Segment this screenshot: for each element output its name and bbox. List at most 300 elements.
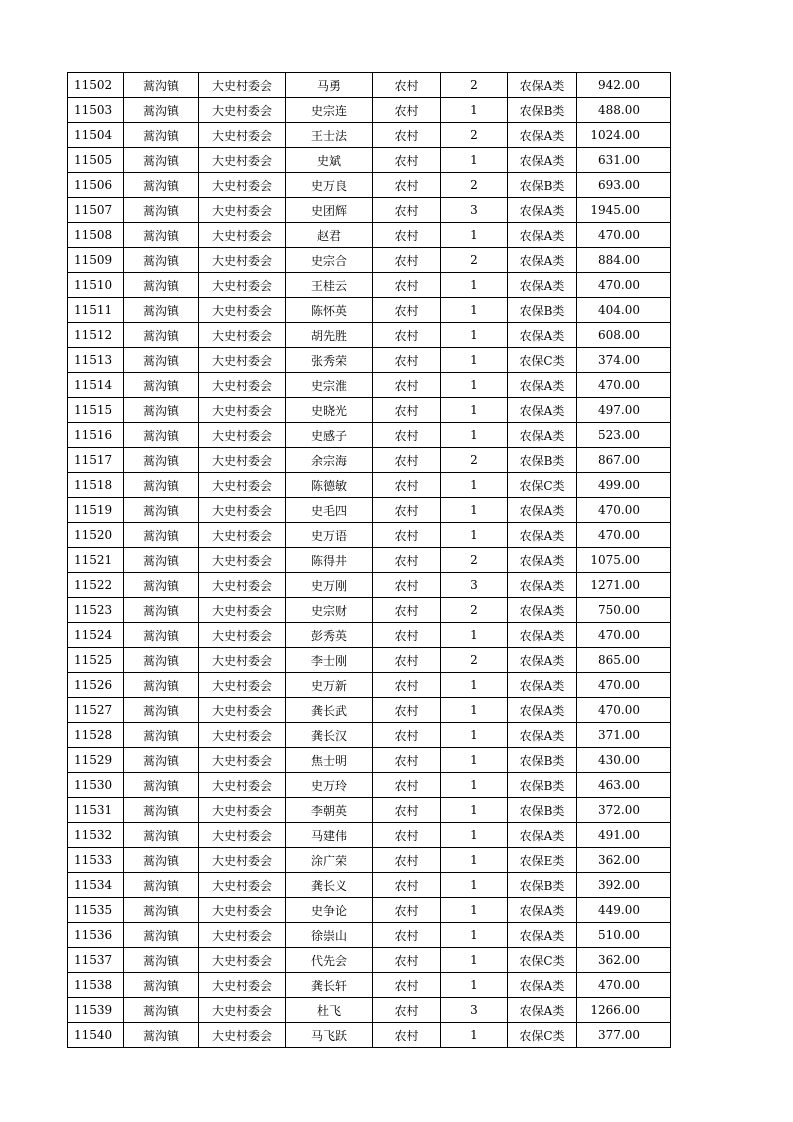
- household-count-cell: 1: [441, 398, 508, 423]
- table-row: [68, 73, 671, 98]
- insurance-class-cell: 农保C类: [508, 348, 577, 373]
- roster-table: [67, 72, 671, 1048]
- area-type-cell: 农村: [373, 523, 441, 548]
- record-id-cell: 11506: [68, 173, 124, 198]
- town-cell: 蒿沟镇: [124, 98, 199, 123]
- town-cell: 蒿沟镇: [124, 273, 199, 298]
- table-row: [68, 448, 671, 473]
- record-id-cell: 11504: [68, 123, 124, 148]
- insurance-class-cell: 农保B类: [508, 448, 577, 473]
- amount-cell: 884.00: [577, 248, 671, 273]
- area-type-cell: 农村: [373, 473, 441, 498]
- insurance-class-cell: 农保A类: [508, 573, 577, 598]
- area-type-cell: 农村: [373, 98, 441, 123]
- amount-cell: 463.00: [577, 773, 671, 798]
- insurance-class-cell: 农保A类: [508, 898, 577, 923]
- name-cell: 杜飞: [286, 998, 373, 1023]
- table-row: [68, 848, 671, 873]
- town-cell: 蒿沟镇: [124, 198, 199, 223]
- insurance-class-cell: 农保A类: [508, 623, 577, 648]
- household-count-cell: 2: [441, 648, 508, 673]
- amount-cell: 491.00: [577, 823, 671, 848]
- town-cell: 蒿沟镇: [124, 298, 199, 323]
- village-cell: 大史村委会: [199, 923, 286, 948]
- household-count-cell: 1: [441, 323, 508, 348]
- amount-cell: 1024.00: [577, 123, 671, 148]
- household-count-cell: 1: [441, 223, 508, 248]
- village-cell: 大史村委会: [199, 123, 286, 148]
- record-id-cell: 11531: [68, 798, 124, 823]
- name-cell: 龚长汉: [286, 723, 373, 748]
- name-cell: 代先会: [286, 948, 373, 973]
- village-cell: 大史村委会: [199, 173, 286, 198]
- table-row: [68, 623, 671, 648]
- name-cell: 马勇: [286, 73, 373, 98]
- amount-cell: 374.00: [577, 348, 671, 373]
- area-type-cell: 农村: [373, 598, 441, 623]
- table-row: [68, 348, 671, 373]
- record-id-cell: 11522: [68, 573, 124, 598]
- household-count-cell: 1: [441, 623, 508, 648]
- household-count-cell: 1: [441, 948, 508, 973]
- insurance-class-cell: 农保B类: [508, 748, 577, 773]
- insurance-class-cell: 农保A类: [508, 398, 577, 423]
- household-count-cell: 3: [441, 998, 508, 1023]
- area-type-cell: 农村: [373, 548, 441, 573]
- amount-cell: 488.00: [577, 98, 671, 123]
- record-id-cell: 11532: [68, 823, 124, 848]
- insurance-class-cell: 农保A类: [508, 323, 577, 348]
- town-cell: 蒿沟镇: [124, 698, 199, 723]
- name-cell: 焦士明: [286, 748, 373, 773]
- insurance-class-cell: 农保A类: [508, 823, 577, 848]
- town-cell: 蒿沟镇: [124, 973, 199, 998]
- table-row: [68, 473, 671, 498]
- village-cell: 大史村委会: [199, 373, 286, 398]
- insurance-class-cell: 农保A类: [508, 998, 577, 1023]
- town-cell: 蒿沟镇: [124, 498, 199, 523]
- household-count-cell: 1: [441, 873, 508, 898]
- name-cell: 徐崇山: [286, 923, 373, 948]
- village-cell: 大史村委会: [199, 98, 286, 123]
- household-count-cell: 1: [441, 298, 508, 323]
- area-type-cell: 农村: [373, 448, 441, 473]
- insurance-class-cell: 农保B类: [508, 773, 577, 798]
- town-cell: 蒿沟镇: [124, 548, 199, 573]
- insurance-class-cell: 农保B类: [508, 873, 577, 898]
- village-cell: 大史村委会: [199, 873, 286, 898]
- record-id-cell: 11503: [68, 98, 124, 123]
- village-cell: 大史村委会: [199, 998, 286, 1023]
- amount-cell: 470.00: [577, 673, 671, 698]
- name-cell: 史万玲: [286, 773, 373, 798]
- record-id-cell: 11512: [68, 323, 124, 348]
- town-cell: 蒿沟镇: [124, 648, 199, 673]
- area-type-cell: 农村: [373, 948, 441, 973]
- name-cell: 陈德敏: [286, 473, 373, 498]
- town-cell: 蒿沟镇: [124, 623, 199, 648]
- record-id-cell: 11513: [68, 348, 124, 373]
- record-id-cell: 11520: [68, 523, 124, 548]
- area-type-cell: 农村: [373, 848, 441, 873]
- village-cell: 大史村委会: [199, 723, 286, 748]
- table-row: [68, 898, 671, 923]
- table-row: [68, 123, 671, 148]
- insurance-class-cell: 农保A类: [508, 523, 577, 548]
- area-type-cell: 农村: [373, 73, 441, 98]
- insurance-class-cell: 农保A类: [508, 648, 577, 673]
- area-type-cell: 农村: [373, 498, 441, 523]
- town-cell: 蒿沟镇: [124, 873, 199, 898]
- town-cell: 蒿沟镇: [124, 798, 199, 823]
- table-row: [68, 598, 671, 623]
- household-count-cell: 2: [441, 173, 508, 198]
- amount-cell: 404.00: [577, 298, 671, 323]
- name-cell: 史宗淮: [286, 373, 373, 398]
- household-count-cell: 2: [441, 598, 508, 623]
- village-cell: 大史村委会: [199, 648, 286, 673]
- record-id-cell: 11509: [68, 248, 124, 273]
- insurance-class-cell: 农保B类: [508, 798, 577, 823]
- amount-cell: 470.00: [577, 623, 671, 648]
- village-cell: 大史村委会: [199, 73, 286, 98]
- household-count-cell: 1: [441, 498, 508, 523]
- village-cell: 大史村委会: [199, 748, 286, 773]
- amount-cell: 392.00: [577, 873, 671, 898]
- table-row: [68, 148, 671, 173]
- area-type-cell: 农村: [373, 123, 441, 148]
- town-cell: 蒿沟镇: [124, 673, 199, 698]
- record-id-cell: 11529: [68, 748, 124, 773]
- village-cell: 大史村委会: [199, 823, 286, 848]
- area-type-cell: 农村: [373, 898, 441, 923]
- insurance-class-cell: 农保A类: [508, 498, 577, 523]
- record-id-cell: 11505: [68, 148, 124, 173]
- household-count-cell: 2: [441, 248, 508, 273]
- village-cell: 大史村委会: [199, 1023, 286, 1048]
- record-id-cell: 11507: [68, 198, 124, 223]
- table-row: [68, 573, 671, 598]
- area-type-cell: 农村: [373, 173, 441, 198]
- record-id-cell: 11533: [68, 848, 124, 873]
- household-count-cell: 3: [441, 573, 508, 598]
- table-row: [68, 298, 671, 323]
- town-cell: 蒿沟镇: [124, 748, 199, 773]
- name-cell: 王桂云: [286, 273, 373, 298]
- name-cell: 史宗合: [286, 248, 373, 273]
- name-cell: 史感子: [286, 423, 373, 448]
- insurance-class-cell: 农保A类: [508, 223, 577, 248]
- amount-cell: 497.00: [577, 398, 671, 423]
- table-row: [68, 998, 671, 1023]
- village-cell: 大史村委会: [199, 698, 286, 723]
- table-row: [68, 973, 671, 998]
- record-id-cell: 11510: [68, 273, 124, 298]
- amount-cell: 867.00: [577, 448, 671, 473]
- town-cell: 蒿沟镇: [124, 598, 199, 623]
- record-id-cell: 11539: [68, 998, 124, 1023]
- table-row: [68, 548, 671, 573]
- town-cell: 蒿沟镇: [124, 398, 199, 423]
- insurance-class-cell: 农保B类: [508, 298, 577, 323]
- amount-cell: 470.00: [577, 273, 671, 298]
- area-type-cell: 农村: [373, 973, 441, 998]
- household-count-cell: 1: [441, 423, 508, 448]
- table-row: [68, 948, 671, 973]
- name-cell: 王士法: [286, 123, 373, 148]
- area-type-cell: 农村: [373, 198, 441, 223]
- insurance-class-cell: 农保A类: [508, 723, 577, 748]
- amount-cell: 523.00: [577, 423, 671, 448]
- town-cell: 蒿沟镇: [124, 573, 199, 598]
- amount-cell: 470.00: [577, 373, 671, 398]
- amount-cell: 372.00: [577, 798, 671, 823]
- name-cell: 史毛四: [286, 498, 373, 523]
- record-id-cell: 11530: [68, 773, 124, 798]
- household-count-cell: 1: [441, 473, 508, 498]
- table-row: [68, 273, 671, 298]
- amount-cell: 371.00: [577, 723, 671, 748]
- household-count-cell: 1: [441, 273, 508, 298]
- household-count-cell: 1: [441, 348, 508, 373]
- name-cell: 史万语: [286, 523, 373, 548]
- table-row: [68, 423, 671, 448]
- insurance-class-cell: 农保C类: [508, 1023, 577, 1048]
- area-type-cell: 农村: [373, 423, 441, 448]
- town-cell: 蒿沟镇: [124, 73, 199, 98]
- insurance-class-cell: 农保A类: [508, 973, 577, 998]
- household-count-cell: 1: [441, 773, 508, 798]
- village-cell: 大史村委会: [199, 323, 286, 348]
- insurance-class-cell: 农保C类: [508, 473, 577, 498]
- record-id-cell: 11519: [68, 498, 124, 523]
- table-row: [68, 523, 671, 548]
- household-count-cell: 1: [441, 898, 508, 923]
- insurance-class-cell: 农保A类: [508, 373, 577, 398]
- record-id-cell: 11514: [68, 373, 124, 398]
- village-cell: 大史村委会: [199, 898, 286, 923]
- table-row: [68, 223, 671, 248]
- amount-cell: 470.00: [577, 223, 671, 248]
- area-type-cell: 农村: [373, 373, 441, 398]
- village-cell: 大史村委会: [199, 948, 286, 973]
- amount-cell: 750.00: [577, 598, 671, 623]
- amount-cell: 470.00: [577, 498, 671, 523]
- name-cell: 史争论: [286, 898, 373, 923]
- household-count-cell: 1: [441, 148, 508, 173]
- name-cell: 余宗海: [286, 448, 373, 473]
- table-row: [68, 748, 671, 773]
- household-count-cell: 1: [441, 848, 508, 873]
- town-cell: 蒿沟镇: [124, 373, 199, 398]
- amount-cell: 942.00: [577, 73, 671, 98]
- town-cell: 蒿沟镇: [124, 123, 199, 148]
- town-cell: 蒿沟镇: [124, 348, 199, 373]
- insurance-class-cell: 农保C类: [508, 948, 577, 973]
- record-id-cell: 11540: [68, 1023, 124, 1048]
- area-type-cell: 农村: [373, 1023, 441, 1048]
- town-cell: 蒿沟镇: [124, 423, 199, 448]
- name-cell: 龚长武: [286, 698, 373, 723]
- insurance-class-cell: 农保A类: [508, 248, 577, 273]
- name-cell: 彭秀英: [286, 623, 373, 648]
- table-row: [68, 873, 671, 898]
- record-id-cell: 11517: [68, 448, 124, 473]
- village-cell: 大史村委会: [199, 348, 286, 373]
- village-cell: 大史村委会: [199, 473, 286, 498]
- table-row: [68, 323, 671, 348]
- household-count-cell: 1: [441, 798, 508, 823]
- record-id-cell: 11508: [68, 223, 124, 248]
- name-cell: 史万良: [286, 173, 373, 198]
- amount-cell: 377.00: [577, 1023, 671, 1048]
- household-count-cell: 1: [441, 673, 508, 698]
- household-count-cell: 2: [441, 73, 508, 98]
- area-type-cell: 农村: [373, 798, 441, 823]
- name-cell: 史万刚: [286, 573, 373, 598]
- amount-cell: 865.00: [577, 648, 671, 673]
- village-cell: 大史村委会: [199, 198, 286, 223]
- record-id-cell: 11526: [68, 673, 124, 698]
- area-type-cell: 农村: [373, 623, 441, 648]
- village-cell: 大史村委会: [199, 973, 286, 998]
- household-count-cell: 2: [441, 448, 508, 473]
- village-cell: 大史村委会: [199, 548, 286, 573]
- area-type-cell: 农村: [373, 673, 441, 698]
- household-count-cell: 1: [441, 698, 508, 723]
- name-cell: 马建伟: [286, 823, 373, 848]
- name-cell: 李士刚: [286, 648, 373, 673]
- village-cell: 大史村委会: [199, 673, 286, 698]
- name-cell: 史晓光: [286, 398, 373, 423]
- household-count-cell: 1: [441, 748, 508, 773]
- amount-cell: 470.00: [577, 523, 671, 548]
- town-cell: 蒿沟镇: [124, 848, 199, 873]
- town-cell: 蒿沟镇: [124, 923, 199, 948]
- insurance-class-cell: 农保A类: [508, 273, 577, 298]
- insurance-class-cell: 农保A类: [508, 923, 577, 948]
- insurance-class-cell: 农保A类: [508, 598, 577, 623]
- village-cell: 大史村委会: [199, 223, 286, 248]
- household-count-cell: 1: [441, 923, 508, 948]
- insurance-class-cell: 农保A类: [508, 698, 577, 723]
- name-cell: 龚长义: [286, 873, 373, 898]
- record-id-cell: 11537: [68, 948, 124, 973]
- name-cell: 史宗连: [286, 98, 373, 123]
- table-row: [68, 498, 671, 523]
- insurance-class-cell: 农保A类: [508, 73, 577, 98]
- table-row: [68, 398, 671, 423]
- amount-cell: 1266.00: [577, 998, 671, 1023]
- household-count-cell: 1: [441, 523, 508, 548]
- table-row: [68, 373, 671, 398]
- amount-cell: 430.00: [577, 748, 671, 773]
- insurance-class-cell: 农保A类: [508, 148, 577, 173]
- town-cell: 蒿沟镇: [124, 473, 199, 498]
- town-cell: 蒿沟镇: [124, 248, 199, 273]
- name-cell: 涂广荣: [286, 848, 373, 873]
- amount-cell: 449.00: [577, 898, 671, 923]
- table-row: [68, 923, 671, 948]
- table-row: [68, 248, 671, 273]
- table-row: [68, 1023, 671, 1048]
- amount-cell: 510.00: [577, 923, 671, 948]
- village-cell: 大史村委会: [199, 398, 286, 423]
- amount-cell: 1945.00: [577, 198, 671, 223]
- table-row: [68, 723, 671, 748]
- insurance-class-cell: 农保A类: [508, 673, 577, 698]
- area-type-cell: 农村: [373, 298, 441, 323]
- village-cell: 大史村委会: [199, 523, 286, 548]
- insurance-class-cell: 农保A类: [508, 548, 577, 573]
- amount-cell: 470.00: [577, 973, 671, 998]
- table-row: [68, 823, 671, 848]
- town-cell: 蒿沟镇: [124, 823, 199, 848]
- household-count-cell: 1: [441, 373, 508, 398]
- village-cell: 大史村委会: [199, 423, 286, 448]
- area-type-cell: 农村: [373, 273, 441, 298]
- table-row: [68, 198, 671, 223]
- town-cell: 蒿沟镇: [124, 323, 199, 348]
- record-id-cell: 11527: [68, 698, 124, 723]
- record-id-cell: 11518: [68, 473, 124, 498]
- village-cell: 大史村委会: [199, 598, 286, 623]
- village-cell: 大史村委会: [199, 148, 286, 173]
- area-type-cell: 农村: [373, 773, 441, 798]
- area-type-cell: 农村: [373, 573, 441, 598]
- insurance-class-cell: 农保B类: [508, 173, 577, 198]
- name-cell: 史宗财: [286, 598, 373, 623]
- amount-cell: 1271.00: [577, 573, 671, 598]
- area-type-cell: 农村: [373, 723, 441, 748]
- town-cell: 蒿沟镇: [124, 448, 199, 473]
- area-type-cell: 农村: [373, 223, 441, 248]
- amount-cell: 470.00: [577, 698, 671, 723]
- record-id-cell: 11511: [68, 298, 124, 323]
- town-cell: 蒿沟镇: [124, 723, 199, 748]
- village-cell: 大史村委会: [199, 848, 286, 873]
- town-cell: 蒿沟镇: [124, 773, 199, 798]
- village-cell: 大史村委会: [199, 798, 286, 823]
- name-cell: 龚长轩: [286, 973, 373, 998]
- record-id-cell: 11538: [68, 973, 124, 998]
- town-cell: 蒿沟镇: [124, 998, 199, 1023]
- name-cell: 史万新: [286, 673, 373, 698]
- insurance-class-cell: 农保B类: [508, 98, 577, 123]
- area-type-cell: 农村: [373, 873, 441, 898]
- household-count-cell: 1: [441, 98, 508, 123]
- area-type-cell: 农村: [373, 248, 441, 273]
- area-type-cell: 农村: [373, 648, 441, 673]
- town-cell: 蒿沟镇: [124, 948, 199, 973]
- village-cell: 大史村委会: [199, 273, 286, 298]
- household-count-cell: 1: [441, 1023, 508, 1048]
- record-id-cell: 11524: [68, 623, 124, 648]
- insurance-class-cell: 农保A类: [508, 198, 577, 223]
- area-type-cell: 农村: [373, 323, 441, 348]
- village-cell: 大史村委会: [199, 448, 286, 473]
- table-row: [68, 798, 671, 823]
- village-cell: 大史村委会: [199, 573, 286, 598]
- amount-cell: 362.00: [577, 948, 671, 973]
- record-id-cell: 11535: [68, 898, 124, 923]
- town-cell: 蒿沟镇: [124, 898, 199, 923]
- area-type-cell: 农村: [373, 823, 441, 848]
- name-cell: 李朝英: [286, 798, 373, 823]
- town-cell: 蒿沟镇: [124, 223, 199, 248]
- record-id-cell: 11525: [68, 648, 124, 673]
- name-cell: 马飞跃: [286, 1023, 373, 1048]
